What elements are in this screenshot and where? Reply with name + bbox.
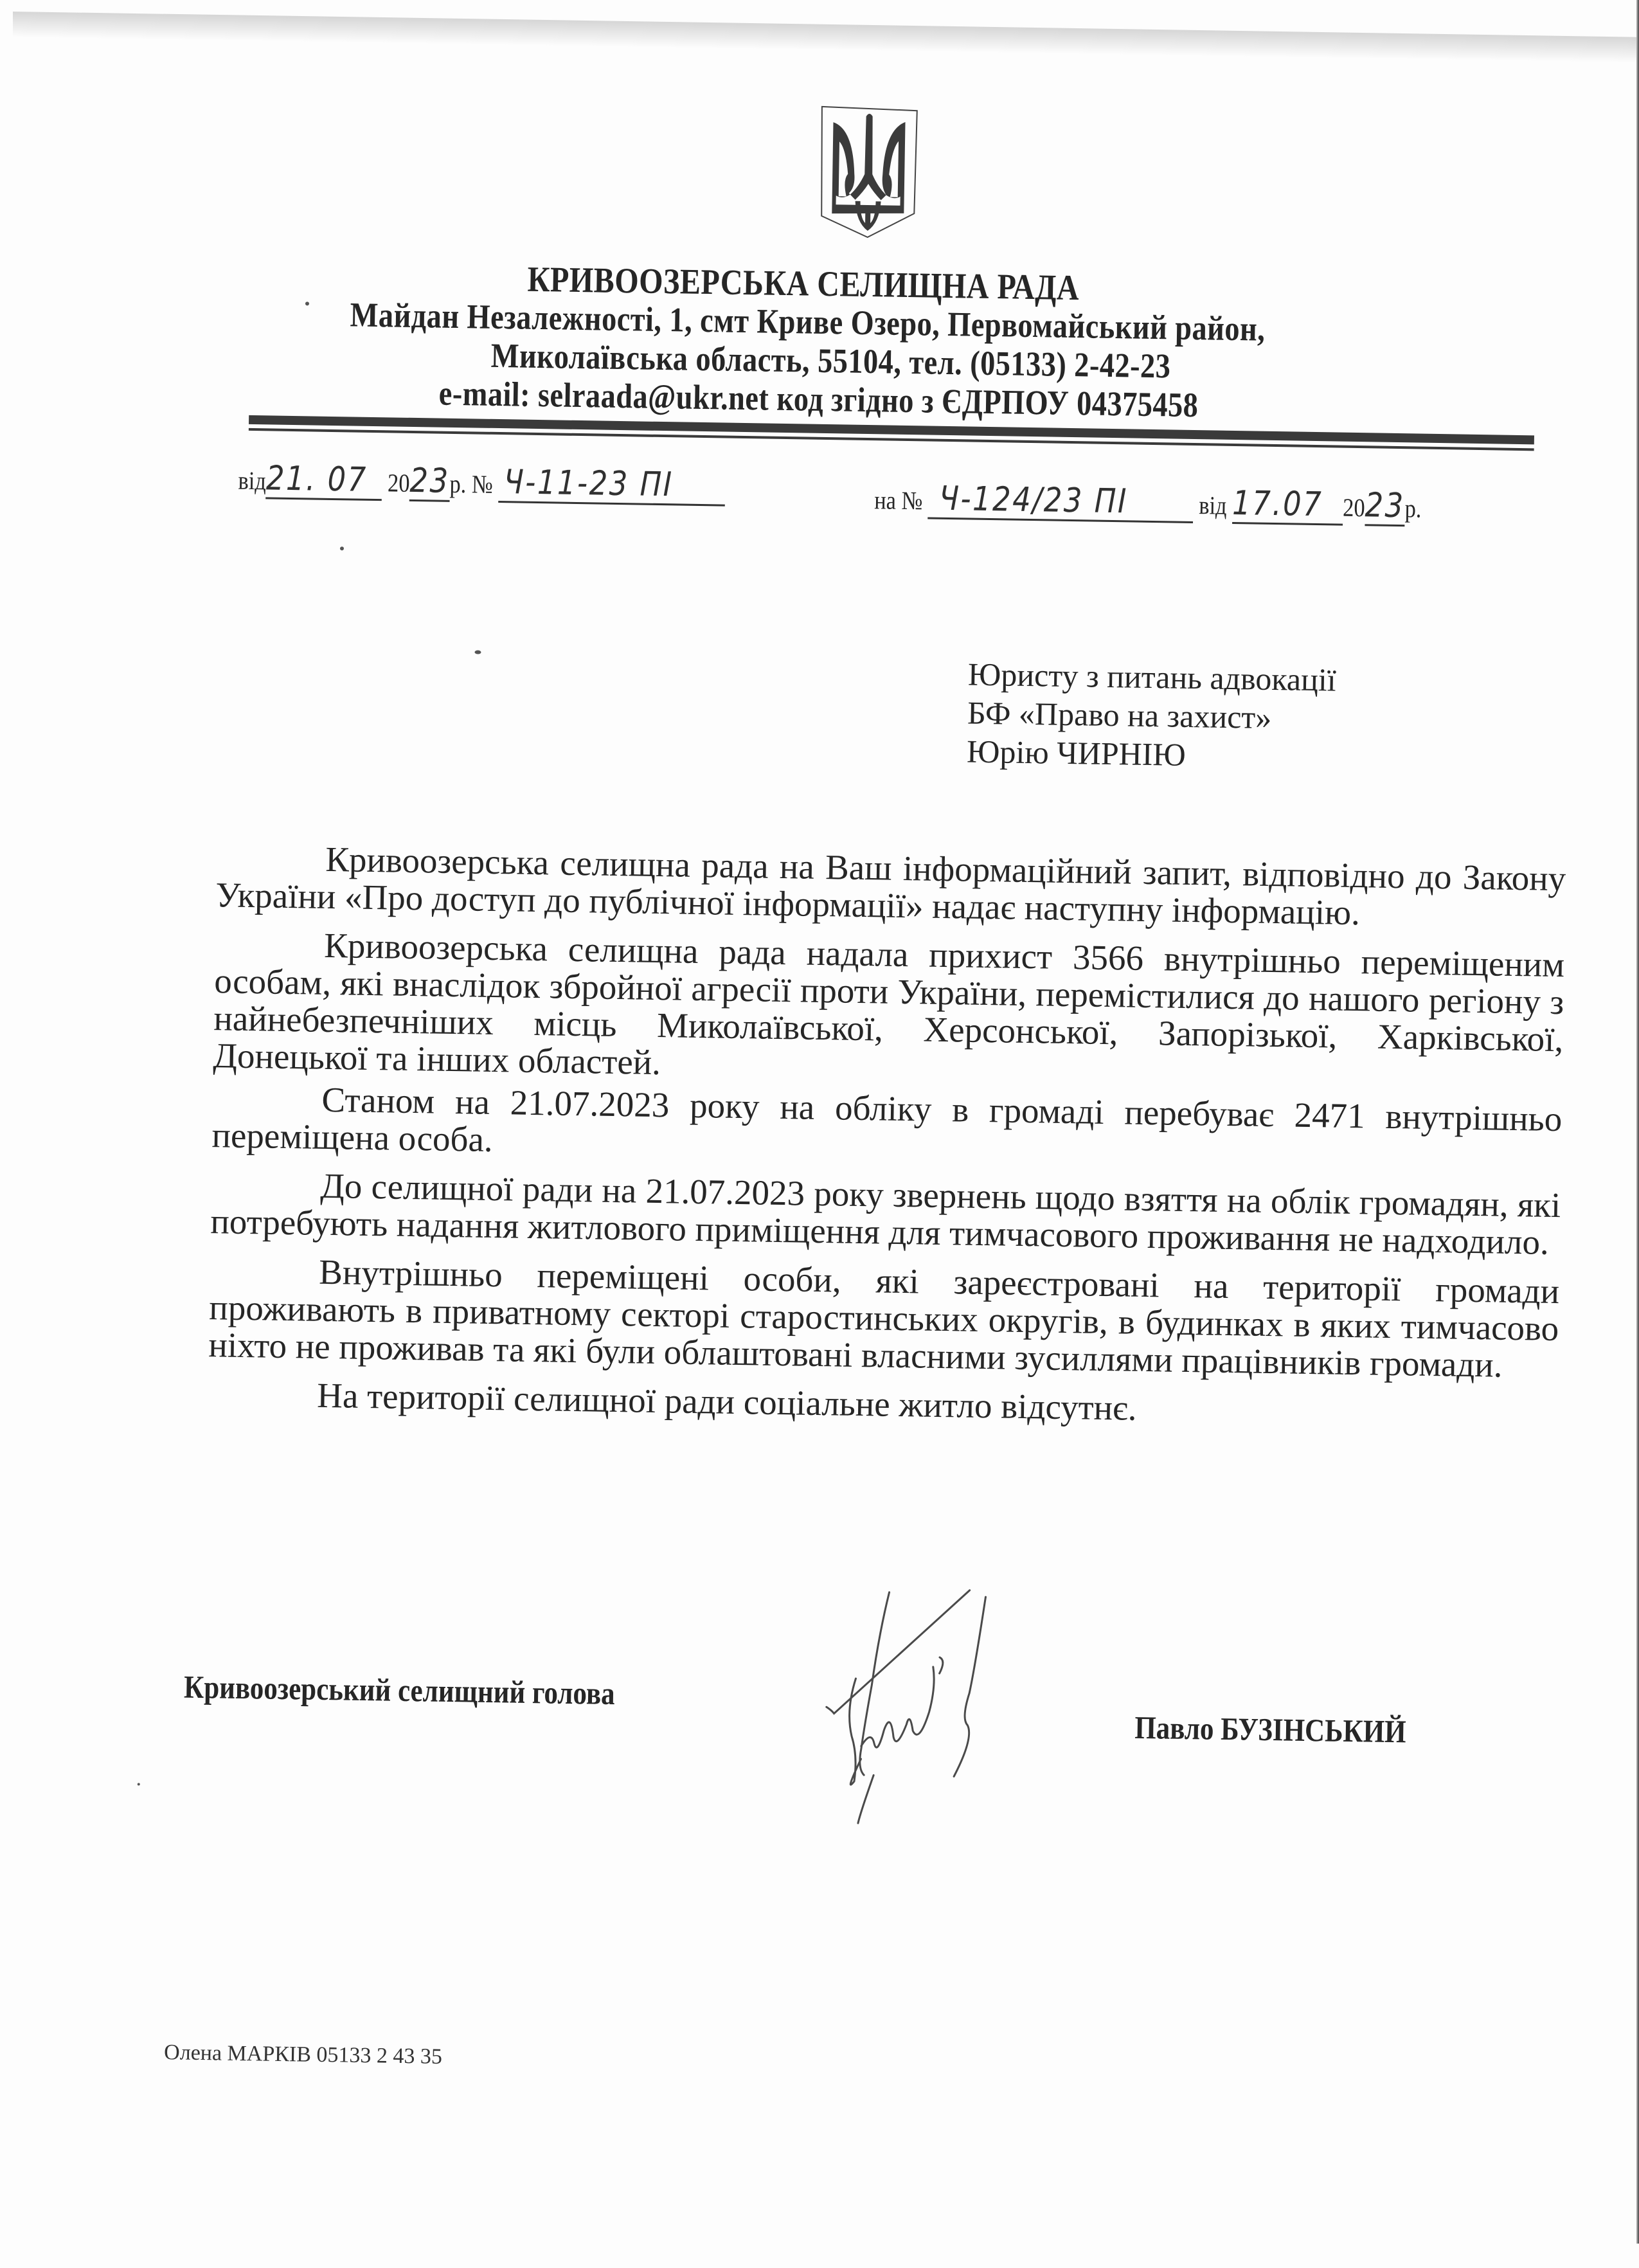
trident-coat-of-arms-icon bbox=[816, 103, 921, 240]
address-line-1: Майдан Незалежності, 1, смт Криве Озеро, Первомайський район, bbox=[350, 295, 1266, 348]
body-paragraph: Внутрішньо переміщені особи, які зареєстровані на території громади проживають в приватному секторі старостинських округів, в будинках в яких тимчасово ніхто не проживав та які були облаштовані власними зусиллями працівників громади. bbox=[208, 1252, 1560, 1385]
contact-line: e-mail: selraada@ukr.net код згідно з ЄДРПОУ 04375458 bbox=[438, 374, 1199, 425]
addressee-position: Юристу з питань адвокації bbox=[967, 656, 1337, 698]
year-suffix: р. bbox=[449, 469, 467, 499]
incoming-year: 23 bbox=[1365, 487, 1405, 526]
scan-speck bbox=[305, 302, 309, 305]
incoming-year-suffix: р. bbox=[1404, 494, 1422, 523]
addressee-organization: БФ «Право на захист» bbox=[967, 694, 1272, 735]
organization-name: КРИВООЗЕРСЬКА СЕЛИЩНА РАДА bbox=[527, 259, 1080, 309]
address-line-2: Миколаївська область, 55104, тел. (05133) 2-42-23 bbox=[490, 336, 1171, 386]
executor-contact: Олена МАРКІВ 05133 2 43 35 bbox=[163, 2040, 443, 2069]
year-prefix: 20 bbox=[387, 468, 410, 498]
addressee-block bbox=[967, 655, 1336, 777]
incoming-number: Ч-124/23 ПІ bbox=[928, 481, 1194, 524]
body-paragraph: На території селищної ради соціальне житло відсутнє. bbox=[316, 1375, 1137, 1428]
letter-body bbox=[208, 839, 1566, 1434]
scan-speck bbox=[340, 546, 344, 550]
signatory-position: Кривоозерський селищний голова bbox=[183, 1668, 616, 1712]
body-paragraph: Кривоозерська селищна рада надала прихист 3566 внутрішньо переміщеним особам, які внаслідок збройної агресії проти України, перемістилися до нашого регіону з найнебезпечніших місць Миколаївської, Херсонської, Запорізької, Харківської, Донецької та інших областей. bbox=[213, 925, 1565, 1083]
incoming-from-label: від bbox=[1198, 491, 1227, 520]
outgoing-date: 21. 07 bbox=[265, 460, 382, 501]
scan-speck bbox=[474, 650, 481, 654]
addressee-name: Юрію ЧИРНІЮ bbox=[966, 733, 1187, 773]
body-paragraph: Станом на 21.07.2023 року на обліку в громаді перебуває 2471 внутрішньо переміщена особа. bbox=[211, 1079, 1563, 1160]
outgoing-year: 23 bbox=[409, 463, 450, 502]
from-label: від bbox=[238, 465, 267, 496]
incoming-date: 17.07 bbox=[1232, 485, 1343, 526]
signatory-name: Павло БУЗІНСЬКИЙ bbox=[1134, 1709, 1407, 1750]
scan-speck bbox=[138, 1783, 140, 1785]
body-paragraph: Кривоозерська селищна рада на Ваш інформаційний запит, відповідно до Закону України «Про доступ до публічної інформації» надає наступну інформацію. bbox=[215, 839, 1566, 933]
number-label: № bbox=[471, 469, 494, 499]
outgoing-registration bbox=[238, 460, 725, 507]
incoming-year-prefix: 20 bbox=[1342, 492, 1365, 523]
outgoing-number: Ч-11-23 ПІ bbox=[498, 464, 726, 507]
body-paragraph: До селищної ради на 21.07.2023 року звернень щодо взяття на облік громадян, які потребують надання житлового приміщення для тимчасового проживання не надходило. bbox=[210, 1166, 1561, 1262]
incoming-registration bbox=[874, 480, 1422, 527]
handwritten-signature-icon bbox=[799, 1581, 1163, 1832]
reply-to-label: на № bbox=[873, 485, 923, 516]
